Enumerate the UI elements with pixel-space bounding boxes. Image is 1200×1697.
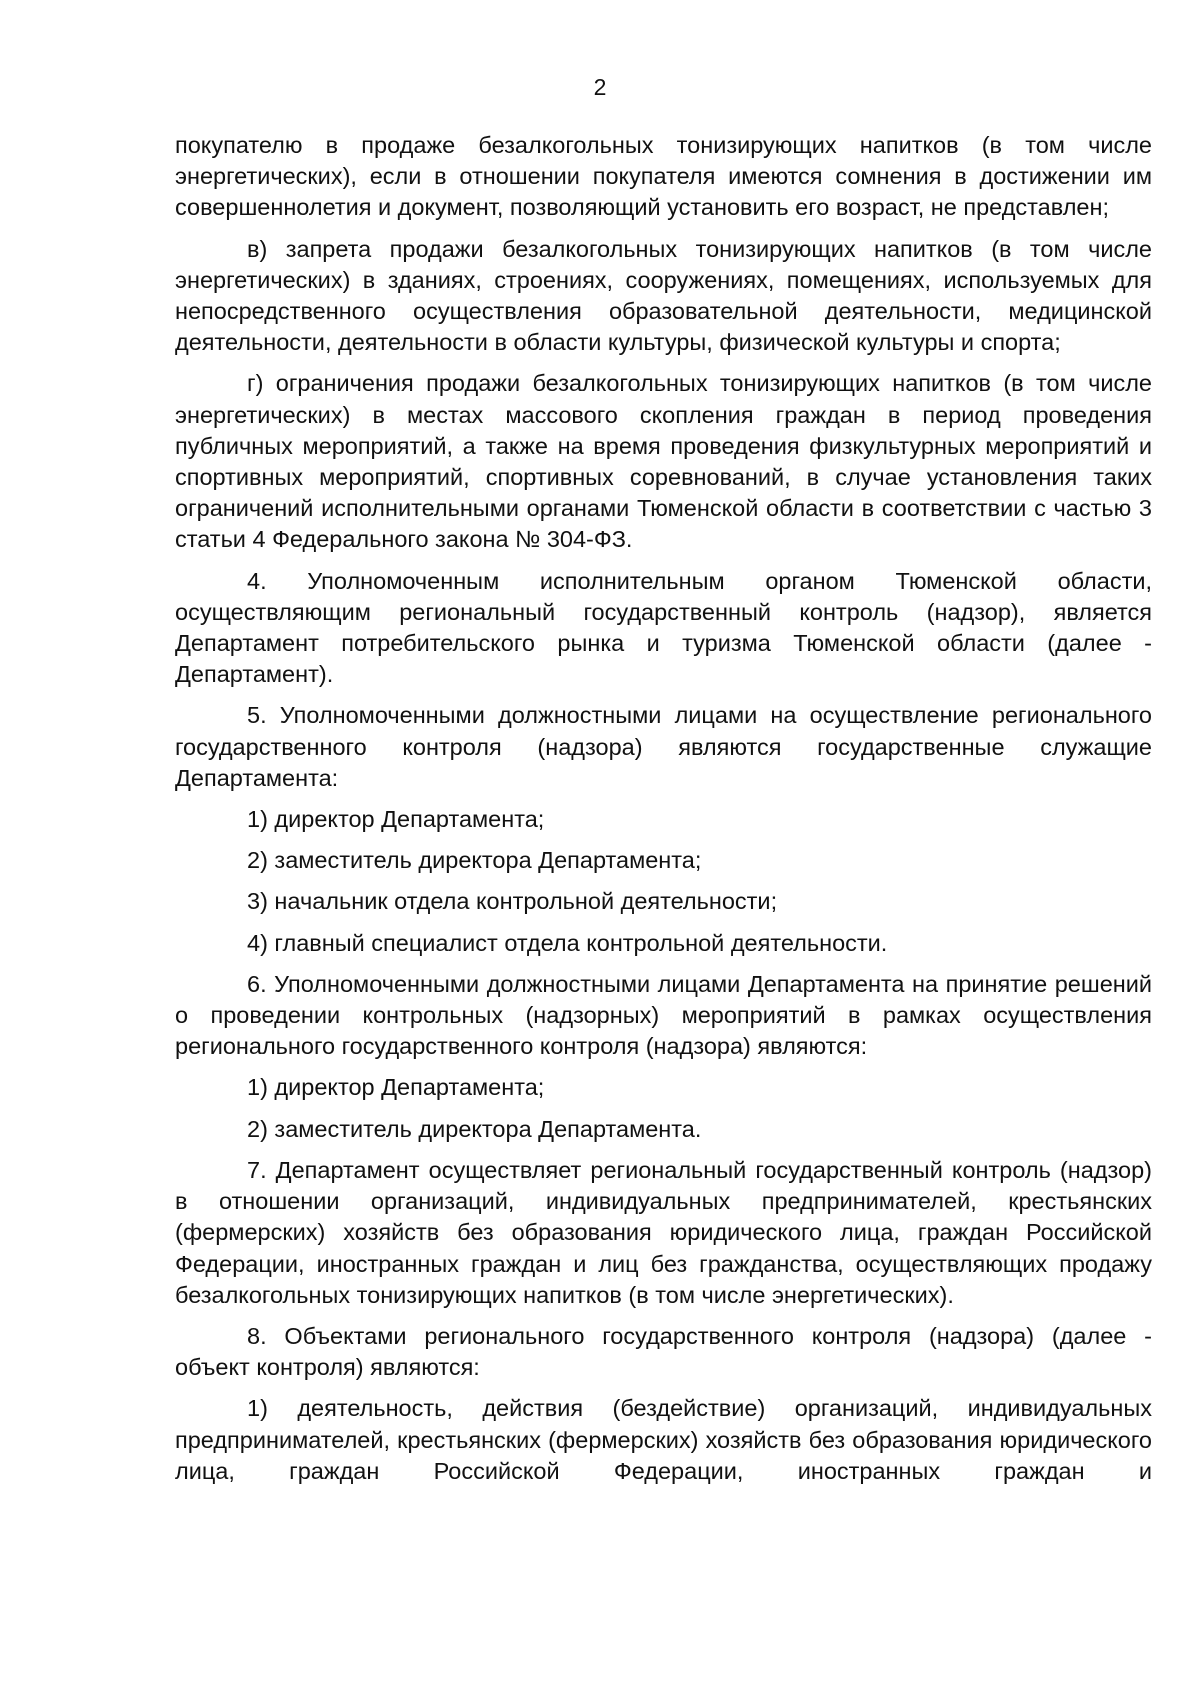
page-number: 2 bbox=[593, 74, 607, 100]
paragraph: 4. Уполномоченным исполнительным органом Тюменской области, осуществляющим региональный государственный контроль (надзор), является Департамент потребительского рынка и туризма Тюменской области (далее - Департамент). bbox=[175, 567, 1152, 688]
paragraph: г) ограничения продажи безалкогольных тонизирующих напитков (в том числе энергетических) в местах массового скопления граждан в период проведения публичных мероприятий, а также на время проведения физкультурных мероприятий и спортивных мероприятий, спортивных соревнований, в случае установления таких ограничений исполнительными органами Тюменской области в соответствии с частью 3 статьи 4 Федерального закона № 304-ФЗ. bbox=[175, 370, 1152, 553]
paragraph: 7. Департамент осуществляет региональный государственный контроль (надзор) в отношении организаций, индивидуальных предпринимателей, крестьянских (фермерских) хозяйств без образования юридического лица, граждан Российской Федерации, иностранных граждан и лиц без гражданства, осуществляющих продажу безалкогольных тонизирующих напитков (в том числе энергетических). bbox=[175, 1156, 1152, 1308]
list-item: 2) заместитель директора Департамента. bbox=[247, 1115, 702, 1142]
list-item: 4) главный специалист отдела контрольной деятельности. bbox=[247, 929, 888, 956]
list-item: 1) директор Департамента; bbox=[247, 806, 545, 833]
paragraph: покупателю в продаже безалкогольных тонизирующих напитков (в том числе энергетических), если в отношении покупателя имеются сомнения в достижении им совершеннолетия и документ, позволяющий установить его возраст, не представлен; bbox=[175, 132, 1152, 221]
list-item: 3) начальник отдела контрольной деятельности; bbox=[247, 888, 778, 915]
paragraph: в) запрета продажи безалкогольных тонизирующих напитков (в том числе энергетических) в зданиях, строениях, сооружениях, помещениях, используемых для непосредственного осуществления образовательной деятельности, медицинской деятельности, деятельности в области культуры, физической культуры и спорта; bbox=[175, 235, 1152, 356]
paragraph: 8. Объектами регионального государственного контроля (надзора) (далее - объект контроля) являются: bbox=[175, 1322, 1152, 1381]
document-body bbox=[175, 130, 1152, 1497]
list-item: 2) заместитель директора Департамента; bbox=[247, 847, 702, 874]
paragraph: 5. Уполномоченными должностными лицами на осуществление регионального государственного контроля (надзора) являются государственные служащие Департамента: bbox=[175, 702, 1152, 791]
paragraph: 1) деятельность, действия (бездействие) организаций, индивидуальных предпринимателей, крестьянских (фермерских) хозяйств без образования юридического лица, граждан Российской Федерации, иностранных граждан и bbox=[175, 1395, 1152, 1484]
paragraph: 6. Уполномоченными должностными лицами Департамента на принятие решений о проведении контрольных (надзорных) мероприятий в рамках осуществления регионального государственного контроля (надзора) являются: bbox=[175, 970, 1152, 1060]
list-item: 1) директор Департамента; bbox=[247, 1074, 545, 1101]
